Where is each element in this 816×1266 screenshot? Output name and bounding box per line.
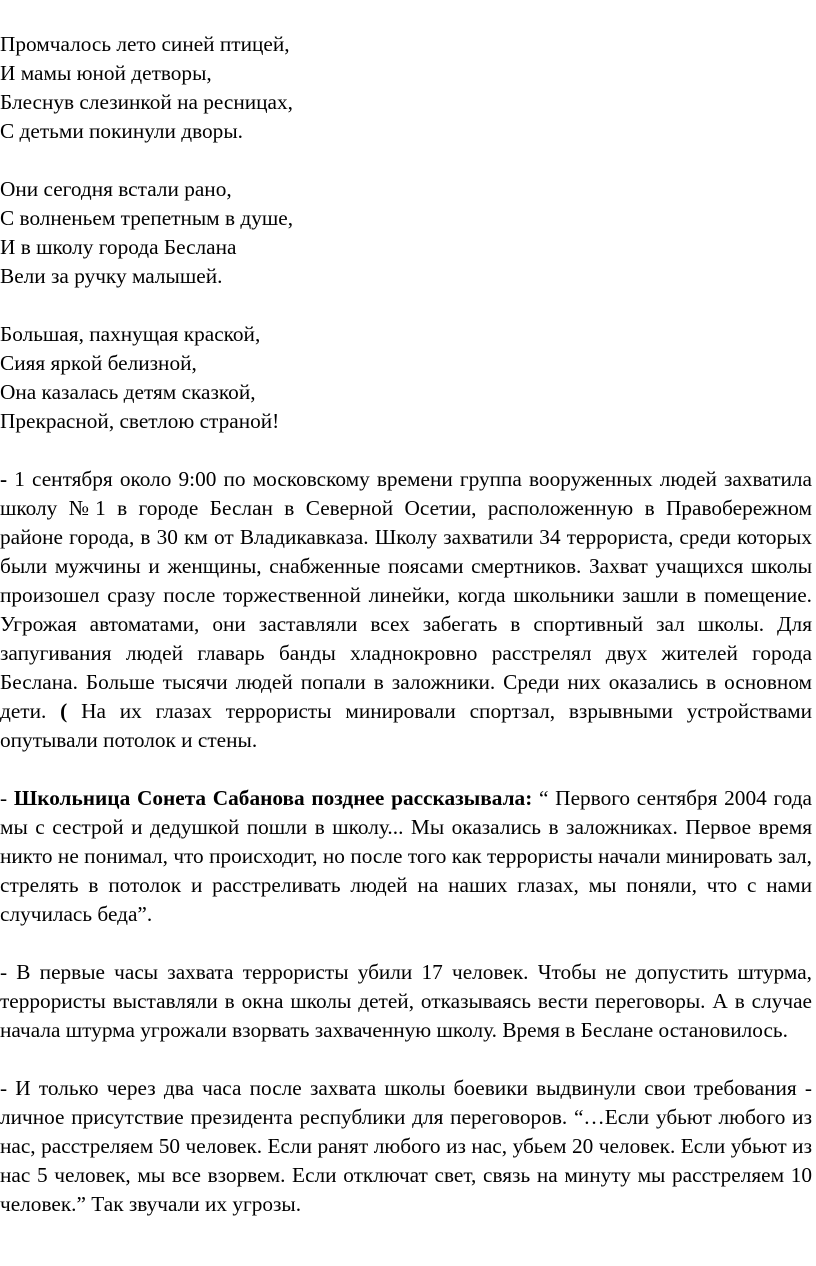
paragraph-paren: ( [60, 699, 68, 723]
poem-line: Прекрасной, светлою страной! [0, 409, 280, 433]
paragraph-text: “ Первого сентября 2004 года мы с сестрой и дедушкой пошли в школу... Мы оказались в заложниках. Первое время никто не понимал, что происходит, но после того как террористы начали минировать зал, стрелять в потолок и расстреливать людей на наших глазах, мы поняли, что с нами случилась беда”. [0, 786, 812, 926]
poem-stanza-1 [0, 30, 816, 146]
paragraph-bold-lead: Школьница Сонета Сабанова позднее рассказывала: [13, 786, 533, 810]
poem-line: Промчалось лето синей птицей, [0, 32, 290, 56]
paragraph-text: - В первые часы захвата террористы убили 17 человек. Чтобы не допустить штурма, террористы выставляли в окна школы детей, отказываясь вести переговоры. А в случае начала штурма угрожали взорвать захваченную школу. Время в Беслане остановилось. [0, 960, 812, 1042]
paragraph-text: 1 сентября около 9:00 по московскому времени группа вооруженных людей захватила школу №1 в городе Беслан в Северной Осетии, расположенную в Правобережном районе города, в 30 км от Владикавказа. Школу захватили 34 террориста, среди которых были мужчины и женщины, снабженные поясами смертников. Захват учащихся школы произошел сразу после торжественной линейки, когда школьники зашли в помещение. Угрожая автоматами, они заставляли всех забегать в спортивный зал школы. Для запугивания людей главарь банды хладнокровно расстрелял двух жителей города Беслана. Больше тысячи людей попали в заложники. Среди них оказались в основном дети. [0, 467, 812, 723]
poem-stanza-2 [0, 175, 816, 291]
poem-line: Большая, пахнущая краской, [0, 322, 261, 346]
poem-line: Они сегодня встали рано, [0, 177, 232, 201]
paragraph-capture [0, 465, 812, 755]
poem-line: Блеснув слезинкой на ресницах, [0, 90, 293, 114]
paragraph-text-end: На их глазах террористы минировали спортзал, взрывными устройствами опутывали потолок и стены. [0, 699, 812, 752]
paragraph-testimony [0, 784, 812, 929]
poem-line: Вели за ручку малышей. [0, 264, 223, 288]
poem-line: И в школу города Беслана [0, 235, 237, 259]
poem-stanza-3 [0, 320, 816, 436]
paragraph-demands [0, 1074, 812, 1219]
poem-line: И мамы юной детворы, [0, 61, 212, 85]
paragraph-dash: - [0, 467, 8, 491]
paragraph-dash: - [0, 786, 14, 810]
paragraph-text: - И только через два часа после захвата школы боевики выдвинули свои требования - личное присутствие президента республики для переговоров. “…Если убьют любого из нас, расстреляем 50 человек. Если ранят любого из нас, убьем 20 человек. Если убьют из нас 5 человек, мы все взорвем. Если отключат свет, связь на минуту мы расстреляем 10 человек.” Так звучали их угрозы. [0, 1076, 812, 1216]
paragraph-first-hours [0, 958, 812, 1045]
poem-line: С детьми покинули дворы. [0, 119, 243, 143]
poem-line: С волненьем трепетным в душе, [0, 206, 294, 230]
poem-line: Она казалась детям сказкой, [0, 380, 256, 404]
poem-line: Сияя яркой белизной, [0, 351, 197, 375]
